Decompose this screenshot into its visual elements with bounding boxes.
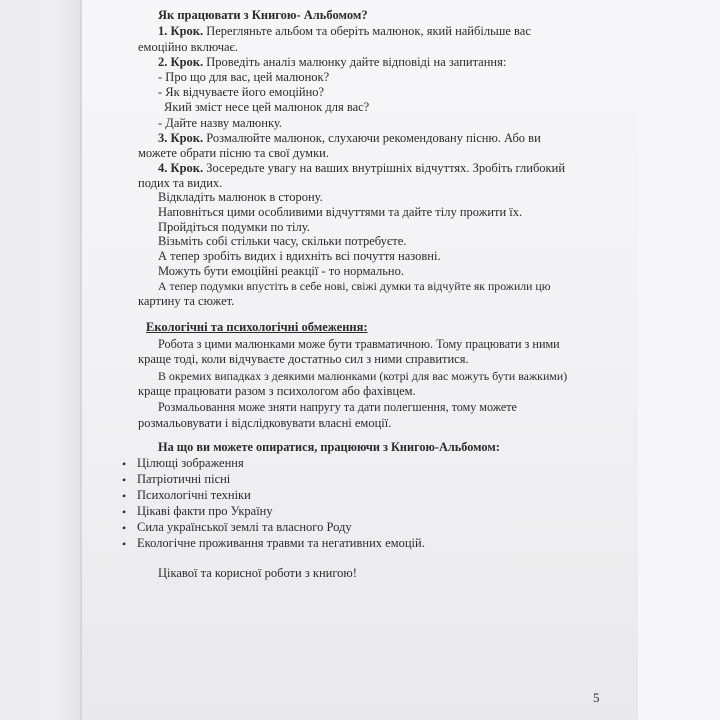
bullet-marker: • [122,457,127,471]
heading-what-to-rely-on: На що ви можете опиратися, працюючи з Книгою-Альбомом: [158,440,500,454]
page-number: 5 [593,690,600,705]
step-4-text-7: А тепер зробіть видих і вдихніть всі почуття назовні. [158,249,441,263]
bullet-marker: • [122,489,127,503]
step-4-text-9: А тепер подумки впустіть в себе нові, свіжі думки та відчуйте як прожили цю [158,279,551,293]
step-4-line-1 [158,161,565,175]
step-3-text-2: можете обрати пісню та свої думки. [138,146,329,160]
step-2-intro: Проведіть аналіз малюнку дайте відповіді на запитання: [206,55,507,69]
step-3-line-1 [158,131,541,145]
step-2-question-1: - Про що для вас, цей малюнок? [158,70,330,84]
bullet-text: Патріотичні пісні [137,472,231,486]
step-2-label: 2. Крок. [158,55,204,69]
background-left [0,0,80,720]
bullet-text: Психологічні техніки [137,488,251,502]
heading-limitations: Екологічні та психологічні обмеження: [146,320,368,334]
step-2-question-2: - Як відчуваєте його емоційно? [158,85,325,99]
limitations-p3-line-1: Розмальовання може зняти напругу та дати полегшення, тому можете [158,400,517,414]
bullet-text: Екологічне проживання травми та негативних емоцій. [137,536,425,550]
heading-how-to-work: Як працювати з Книгою- Альбомом? [158,8,368,22]
step-4-text-5: Пройдіться подумки по тілу. [158,220,310,234]
bullet-marker: • [122,521,127,535]
step-2-line [158,55,506,69]
step-2-question-3: Який зміст несе цей малюнок для вас? [164,100,370,114]
bullet-text: Сила української землі та власного Роду [137,520,352,534]
step-4-text-10: картину та сюжет. [138,294,235,308]
bullet-text: Цілющі зображення [137,456,244,470]
step-4-text-6: Візьміть собі стільки часу, скільки потребуєте. [158,234,407,248]
step-4-text-1: Зосередьте увагу на ваших внутрішніх відчуттях. Зробіть глибокий [206,161,566,175]
bullet-marker: • [122,505,127,519]
step-4-text-8: Можуть бути емоційні реакції - то нормально. [158,264,404,278]
limitations-p2-line-1: В окремих випадках з деякими малюнками (котрі для вас можуть бути важкими) [158,369,568,383]
bullet-marker: • [122,537,127,551]
limitations-p2-line-2: краще працювати разом з психологом або фахівцем. [138,384,416,398]
limitations-p1-line-2: краще тоді, коли відчуваєте достатньо сил з ними справитися. [138,352,469,366]
step-2-question-4: - Дайте назву малюнку. [158,116,282,130]
step-3-text-1: Розмалюйте малюнок, слухаючи рекомендовану пісню. Або ви [206,131,541,145]
step-3-label: 3. Крок. [158,131,204,145]
step-1-line-1 [158,24,531,38]
step-4-text-3: Відкладіть малюнок в сторону. [158,190,323,204]
limitations-p3-line-2: розмальовувати і відслідковувати власні емоції. [138,416,392,430]
closing-line: Цікавої та корисної роботи з книгою! [158,566,357,580]
step-4-label: 4. Крок. [158,161,204,175]
step-1-text-1: Перегляньте альбом та оберіть малюнок, який найбільше вас [206,24,531,38]
limitations-p1-line-1: Робота з цими малюнками може бути травматичною. Тому працювати з ними [158,337,560,351]
step-1-text-2: емоційно включає. [138,40,239,54]
step-4-text-4: Наповніться цими особливими відчуттями та дайте тілу прожити їх. [158,205,523,219]
step-4-text-2: подих та видих. [138,176,223,190]
bullet-marker: • [122,473,127,487]
step-1-label: 1. Крок. [158,24,204,38]
bullet-text: Цікаві факти про Україну [137,504,273,518]
background-right [638,0,720,720]
